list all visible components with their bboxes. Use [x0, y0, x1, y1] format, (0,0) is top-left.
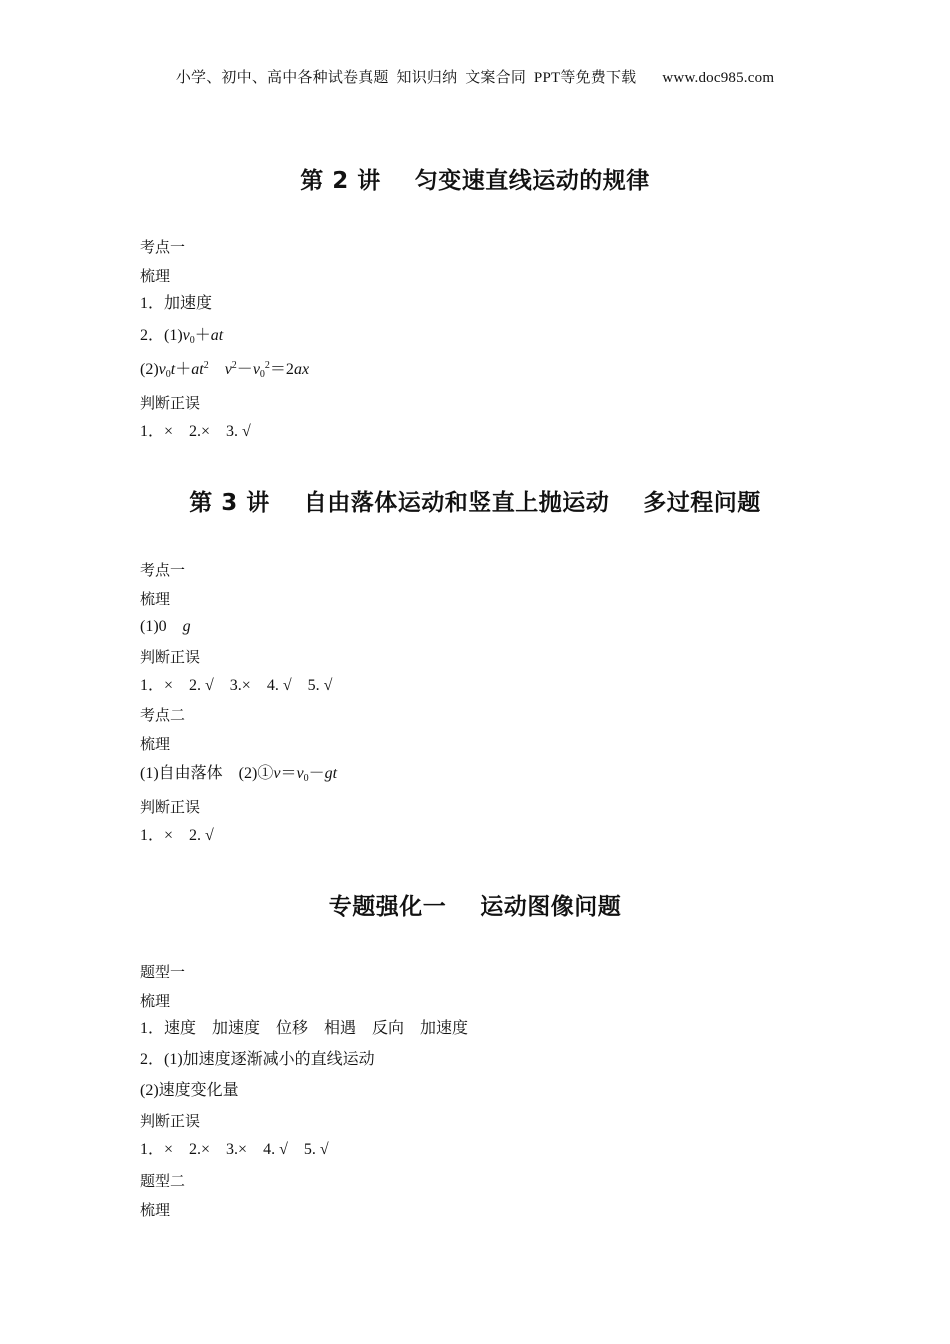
- header-site: www.doc985.com: [662, 70, 775, 86]
- section-label: 梳理: [140, 1201, 171, 1219]
- header-text: 小学、初中、高中各种试卷真题 知识归纳 文案合同 PPT等免费下载: [175, 70, 637, 86]
- answer-line: 1．× 2.× 3.× 4. √ 5. √: [140, 1141, 329, 1158]
- section-label: 判断正误: [140, 394, 201, 412]
- section-label: 考点一: [140, 238, 186, 256]
- section-label: 判断正误: [140, 1112, 201, 1130]
- formula-line: (1)0 g: [140, 618, 191, 635]
- answer-line: 2．(1)加速度逐渐减小的直线运动: [140, 1051, 375, 1068]
- section-label: 考点二: [140, 706, 186, 724]
- section-label: 梳理: [140, 992, 171, 1010]
- section-label: 题型二: [140, 1172, 186, 1190]
- page-header: [0, 66, 950, 87]
- section-title-special-topic-1: 专题强化一 运动图像问题: [328, 894, 622, 920]
- section-title-lecture-2: 第 2 讲 匀变速直线运动的规律: [300, 168, 650, 194]
- answer-line: 1．× 2. √: [140, 827, 214, 844]
- section-label: 考点一: [140, 561, 186, 579]
- answer-line: (2)速度变化量: [140, 1082, 239, 1099]
- answer-line: 1．× 2.× 3. √: [140, 423, 251, 440]
- formula-line: 2．$(1)v_0+at$: [140, 327, 224, 346]
- section-label: 判断正误: [140, 648, 201, 666]
- answer-line: 1．× 2. √ 3.× 4. √ 5. √: [140, 677, 333, 694]
- section-label: 判断正误: [140, 798, 201, 816]
- section-label: 题型一: [140, 963, 186, 981]
- section-label: 梳理: [140, 735, 171, 753]
- answer-line: 1．加速度: [140, 295, 213, 312]
- section-label: 梳理: [140, 267, 171, 285]
- formula-line: (1)自由落体 $(2)①v=v_0-gt$: [140, 765, 338, 784]
- section-label: 梳理: [140, 590, 171, 608]
- formula-line: $(2)v_0t+at^2$ $v^2-v_0^2=2ax$: [140, 360, 310, 380]
- answer-line: 1．速度 加速度 位移 相遇 反向 加速度: [140, 1020, 469, 1037]
- section-title-lecture-3: 第 3 讲 自由落体运动和竖直上抛运动 多过程问题: [189, 490, 761, 516]
